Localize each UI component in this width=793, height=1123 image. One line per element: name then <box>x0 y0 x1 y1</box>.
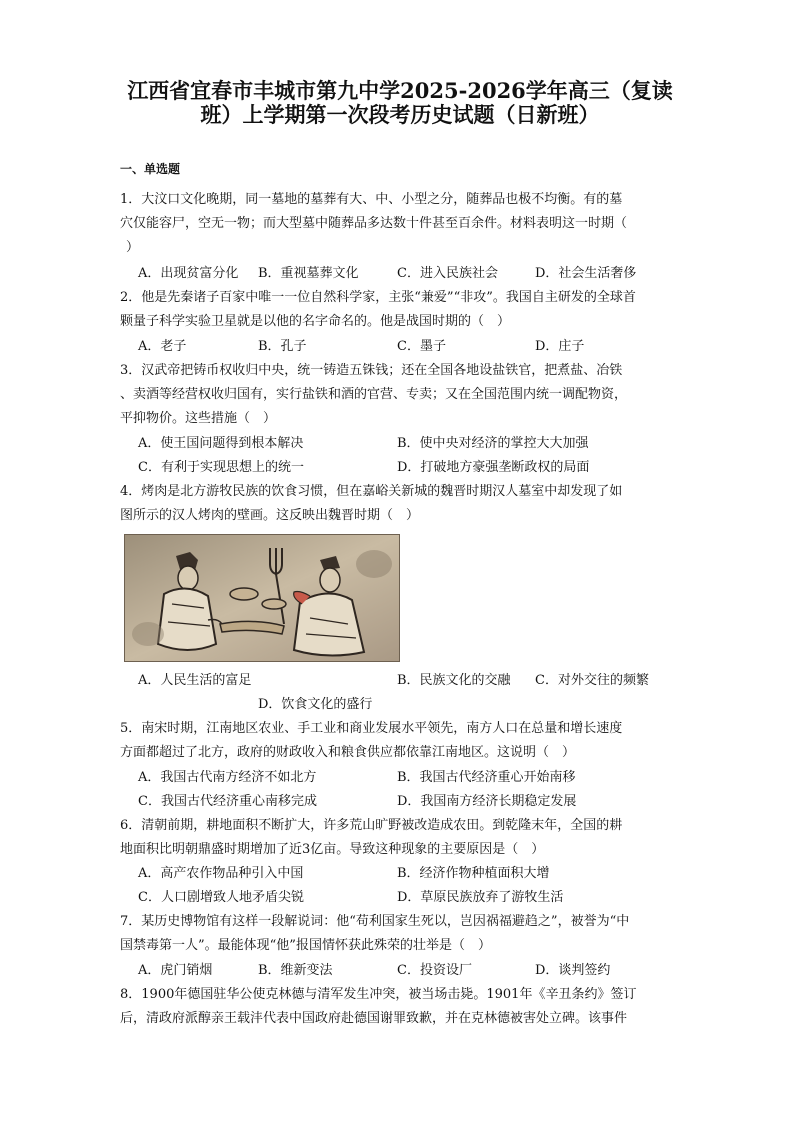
question-2-line-2: 颗量子科学实验卫星就是以他的名字命名的。他是战国时期的（ ） <box>120 314 511 329</box>
section-heading: 一、单选题 <box>120 162 181 176</box>
mural-illustration <box>124 534 400 662</box>
q6-option-c: C．人口剧增致人地矛盾尖锐 <box>138 890 304 905</box>
question-6-line-2: 地面积比明朝鼎盛时期增加了近3亿亩。导致这种现象的主要原因是（ ） <box>120 842 545 857</box>
q7-option-a: A．虎门销烟 <box>138 963 213 978</box>
mural-painting-image <box>124 534 400 662</box>
question-7-line-2: 国禁毒第一人”。最能体现“他”报国情怀获此殊荣的壮举是（ ） <box>120 938 491 953</box>
q2-option-d: D．庄子 <box>535 339 585 354</box>
question-7-line-1: 7．某历史博物馆有这样一段解说词：他“苟利国家生死以，岂因祸福避趋之”，被誉为“中 <box>120 914 630 929</box>
question-6-line-1: 6．清朝前期，耕地面积不断扩大，许多荒山旷野被改造成农田。到乾隆末年，全国的耕 <box>120 818 623 833</box>
question-8-line-2: 后，清政府派醇亲王载沣代表中国政府赴德国谢罪致歉，并在克林德被害处立碑。该事件 <box>120 1011 628 1026</box>
q1-option-c: C．进入民族社会 <box>397 266 498 281</box>
q3-option-a: A．使王国问题得到根本解决 <box>138 436 304 451</box>
question-3-line-3: 平抑物价。这些措施（ ） <box>120 411 277 426</box>
question-3-line-2: 、卖酒等经营权收归国有，实行盐铁和酒的官营、专卖；又在全国范围内统一调配物资， <box>120 387 628 402</box>
question-4-line-1: 4．烤肉是北方游牧民族的饮食习惯，但在嘉峪关新城的魏晋时期汉人墓室中却发现了如 <box>120 484 623 499</box>
question-3-line-1: 3．汉武帝把铸币权收归中央，统一铸造五铢钱；还在全国各地设盐铁官，把煮盐、冶铁 <box>120 363 623 378</box>
q7-option-c: C．投资设厂 <box>397 963 472 978</box>
q6-option-d: D．草原民族放弃了游牧生活 <box>397 890 564 905</box>
question-1-line-2: 穴仅能容尸，空无一物；而大型墓中随葬品多达数十件甚至百余件。材料表明这一时期（ <box>120 216 628 231</box>
question-4-line-2: 图所示的汉人烤肉的壁画。这反映出魏晋时期（ ） <box>120 508 420 523</box>
q5-option-d: D．我国南方经济长期稳定发展 <box>397 794 577 809</box>
q5-option-b: B．我国古代经济重心开始南移 <box>397 770 576 785</box>
exam-title-line-2: 班）上学期第一次段考历史试题（日新班） <box>200 102 600 127</box>
q4-option-c: C．对外交往的频繁 <box>535 673 649 688</box>
q6-option-b: B．经济作物种植面积大增 <box>397 866 550 881</box>
food-plate-2 <box>262 599 286 609</box>
question-1-line-3: ） <box>126 240 140 255</box>
q3-option-d: D．打破地方豪强垄断政权的局面 <box>397 460 590 475</box>
question-5-line-1: 5．南宋时期，江南地区农业、手工业和商业发展水平领先，南方人口在总量和增长速度 <box>120 721 623 736</box>
q7-option-b: B．维新变法 <box>258 963 333 978</box>
question-1-line-1: 1．大汶口文化晚期，同一墓地的墓葬有大、中、小型之分，随葬品也极不均衡。有的墓 <box>120 192 623 207</box>
food-plate-1 <box>230 588 258 600</box>
q7-option-d: D．谈判签约 <box>535 963 611 978</box>
q2-option-c: C．墨子 <box>397 339 446 354</box>
question-8-line-1: 8．1900年德国驻华公使克林德与清军发生冲突，被当场击毙。1901年《辛丑条约》签订 <box>120 987 637 1002</box>
q1-option-d: D．社会生活奢侈 <box>535 266 637 281</box>
q3-option-b: B．使中央对经济的掌控大大加强 <box>397 436 589 451</box>
exam-title-line-1: 江西省宜春市丰城市第九中学2025-2026学年高三（复读 <box>127 78 673 103</box>
q5-option-a: A．我国古代南方经济不如北方 <box>138 770 317 785</box>
q2-option-b: B．孔子 <box>258 339 307 354</box>
question-5-line-2: 方面都超过了北方，政府的财政收入和粮食供应都依靠江南地区。这说明（ ） <box>120 745 576 760</box>
q2-option-a: A．老子 <box>138 339 187 354</box>
q4-option-d: D．饮食文化的盛行 <box>258 697 373 712</box>
q4-option-b: B．民族文化的交融 <box>397 673 511 688</box>
q6-option-a: A．高产农作物品种引入中国 <box>138 866 304 881</box>
q1-option-b: B．重视墓葬文化 <box>258 266 359 281</box>
q4-option-a: A．人民生活的富足 <box>138 673 252 688</box>
q3-option-c: C．有利于实现思想上的统一 <box>138 460 304 475</box>
question-2-line-1: 2．他是先秦诸子百家中唯一一位自然科学家，主张“兼爱”“非攻”。我国自主研发的全球首 <box>120 290 636 305</box>
q5-option-c: C．我国古代经济重心南移完成 <box>138 794 317 809</box>
q1-option-a: A．出现贫富分化 <box>138 266 239 281</box>
